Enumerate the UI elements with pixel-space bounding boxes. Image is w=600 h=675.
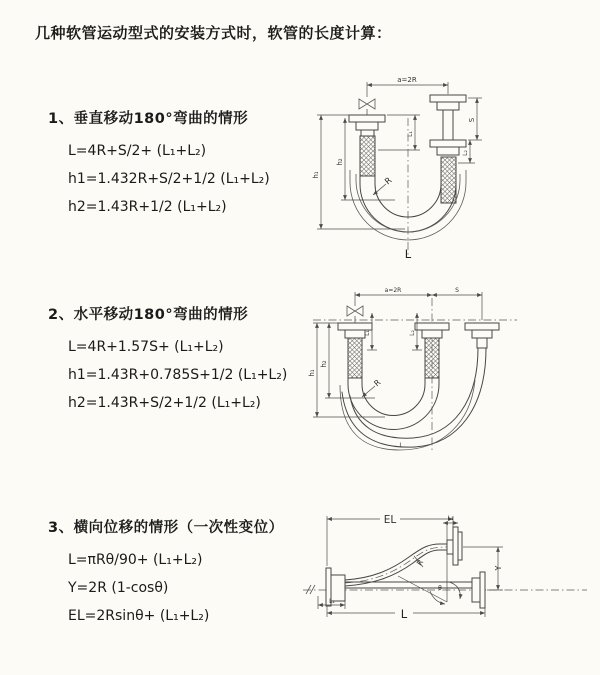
valve-icon <box>359 99 375 115</box>
braided-hose-section <box>441 157 456 203</box>
dim-label-y: Y <box>494 565 503 571</box>
radius-label: R <box>383 175 395 188</box>
section-1-formula-h2: h2=1.43R+1/2 (L₁+L₂) <box>68 199 227 215</box>
dim-label-l1-top: L₁ <box>447 515 454 522</box>
dimension-l <box>327 606 485 621</box>
middle-fitting-position-1 <box>415 323 449 378</box>
dim-label-l1: L₁ <box>407 131 414 137</box>
dim-label-h2: h₂ <box>320 360 328 368</box>
dim-label-h1: h₁ <box>308 369 316 377</box>
dim-label-l2: L₂ <box>462 150 469 156</box>
dim-label-s: S <box>455 287 459 294</box>
dim-label-l: L <box>400 607 408 621</box>
dimension-s <box>432 287 482 295</box>
dim-label-h1: h₁ <box>312 171 320 179</box>
section-2-formula-h1: h1=1.43R+0.785S+1/2 (L₁+L₂) <box>68 367 288 383</box>
angle-construction <box>398 523 460 604</box>
page-title: 几种软管运动型式的安装方式时，软管的长度计算： <box>35 24 392 42</box>
dimension-a2r <box>355 287 482 320</box>
section-2-formula-h2: h2=1.43R+S/2+1/2 (L₁+L₂) <box>68 395 261 411</box>
dimension-s <box>468 98 482 140</box>
section-3-formula-EL: EL=2Rsinθ+ (L₁+L₂) <box>68 608 210 624</box>
dim-label-el: EL <box>383 514 397 526</box>
dim-label-l2: L₂ <box>409 330 416 336</box>
dim-label-l1: L₁ <box>364 330 371 336</box>
braided-hose-section <box>425 338 439 378</box>
dimension-el <box>327 514 453 566</box>
dim-label-h2: h₂ <box>336 158 344 166</box>
diagram-lateral-displacement <box>295 500 597 658</box>
radius-label: R <box>414 557 426 568</box>
right-fitting-upper-position <box>430 95 466 140</box>
dim-label-s: S <box>468 117 476 123</box>
section-3-formula-L: L=πRθ/90+ (L₁+L₂) <box>68 552 203 568</box>
angle-label: θ <box>438 585 442 592</box>
diagram-horizontal-180-bend <box>305 280 597 468</box>
radius-callout <box>373 176 394 195</box>
section-3-formula-Y: Y=2R (1-cosθ) <box>68 580 169 596</box>
section-3-heading: 3、横向位移的情形（一次性变位） <box>48 520 284 536</box>
section-2 <box>48 303 287 417</box>
length-label: L <box>404 247 412 261</box>
centerline-break-mark <box>306 585 315 594</box>
section-3 <box>48 516 284 630</box>
section-2-formula-L: L=4R+1.57S+ (L₁+L₂) <box>68 339 224 355</box>
braided-hose-section <box>348 338 362 378</box>
right-fitting-position-2 <box>465 323 499 348</box>
section-1-heading: 1、垂直移动180°弯曲的情形 <box>48 111 249 127</box>
dimension-l2 <box>409 313 422 350</box>
braided-hose-section <box>360 136 375 176</box>
dimension-a2r <box>367 76 448 97</box>
hose-displaced-position <box>345 544 447 586</box>
length-label: L <box>399 442 403 449</box>
radius-label: R <box>372 377 383 389</box>
valve-icon <box>347 306 363 323</box>
diagram-vertical-180-bend <box>310 70 540 268</box>
radius-callout <box>362 378 383 397</box>
section-2-heading: 2、水平移动180°弯曲的情形 <box>48 307 249 323</box>
section-1 <box>48 107 270 221</box>
dim-label-l1-bottom: L₁ <box>329 598 335 605</box>
left-fitting <box>349 115 385 176</box>
section-1-formula-L: L=4R+S/2+ (L₁+L₂) <box>68 143 207 159</box>
section-1-formula-h1: h1=1.432R+S/2+1/2 (L₁+L₂) <box>68 171 270 187</box>
dim-label-a2r: a=2R <box>397 76 417 84</box>
hose-straight-position <box>345 582 472 588</box>
right-flange-original <box>472 572 485 608</box>
dim-label-a2r: a=2R <box>384 287 402 294</box>
right-flange-displaced <box>447 527 462 565</box>
right-fitting-lower-position <box>430 140 466 203</box>
dimension-l1 <box>364 313 377 350</box>
